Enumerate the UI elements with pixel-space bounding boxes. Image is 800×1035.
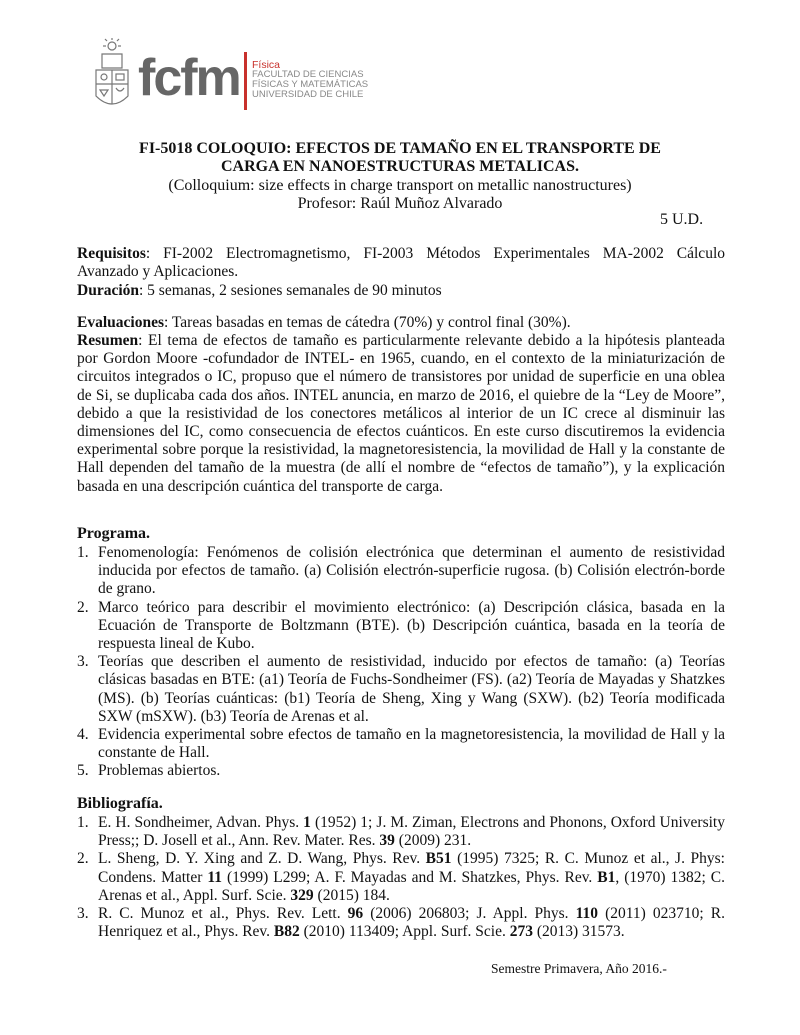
ref-text: (2015) 184. <box>313 886 390 904</box>
course-units: 5 U.D. <box>660 211 704 228</box>
ref-volume: B1 <box>597 868 616 886</box>
ref-text: (1995) 7325; R. C. Munoz et al., J. Phys: Condens. Matter <box>98 850 725 886</box>
course-subtitle: (Colloquium: size effects in charge transport on metallic nanostructures) <box>168 177 632 194</box>
logo-divider <box>244 52 247 110</box>
ref-text: (2009) 231. <box>394 832 472 850</box>
department-name: Física <box>252 59 281 71</box>
item-text: Marco teórico para describir el movimiento electrónico: (a) Descripción clásica, basada en la Ecuación de Transporte de Boltzmann (BTE). (b) Descripción cuántica, basada en la teoría de respuesta lineal de Kubo. <box>98 598 725 653</box>
programa-list <box>77 544 725 781</box>
university-seal-icon <box>92 38 132 114</box>
ref-text: (1952) 1; J. M. Ziman, Electrons and Phonons, Oxford University Press;; D. Josell et al., Ann. Rev. Mater. Res. <box>98 814 725 850</box>
ref-volume: 329 <box>290 886 314 904</box>
ref-text: L. Sheng, D. Y. Xing and Z. D. Wang, Phys. Rev. <box>98 850 426 868</box>
ref-text: (2006) 206803; J. Appl. Phys. <box>363 905 576 923</box>
ref-text: (2010) 113409; Appl. Surf. Scie. <box>299 923 510 941</box>
item-number: 2. <box>77 850 89 868</box>
ref-volume: B51 <box>425 850 452 868</box>
item-number: 4. <box>77 726 89 744</box>
professor: Profesor: Raúl Muñoz Alvarado <box>297 195 503 212</box>
ref-text: (1999) L299; A. F. Mayadas and M. Shatzkes, Phys. Rev. <box>222 868 598 886</box>
item-number: 5. <box>77 762 89 780</box>
ref-text: , (1970) 1382; C. Arenas et al., Appl. Surf. Scie. <box>98 868 725 904</box>
duracion-paragraph <box>77 282 725 300</box>
evaluaciones-paragraph <box>77 314 725 332</box>
course-title-line-1: FI-5018 COLOQUIO: EFECTOS DE TAMAÑO EN EL TRANSPORTE DE <box>139 140 661 157</box>
list-item <box>77 726 725 762</box>
reference-item <box>77 905 725 941</box>
reference-item <box>77 850 725 905</box>
ref-volume: 110 <box>575 905 599 923</box>
duracion-text: : 5 semanas, 2 sesiones semanales de 90 minutos <box>139 282 442 299</box>
list-item <box>77 653 725 726</box>
list-item <box>77 544 725 599</box>
resumen-label: Resumen <box>77 332 139 349</box>
evaluaciones-label: Evaluaciones <box>77 314 164 331</box>
ref-volume: 11 <box>207 868 223 886</box>
item-number: 1. <box>77 814 89 831</box>
reference-item <box>77 814 725 850</box>
item-number: 3. <box>77 653 89 671</box>
programa-heading: Programa. <box>77 525 151 542</box>
ref-text: R. C. Munoz et al., Phys. Rev. Lett. <box>98 905 348 923</box>
fcfm-wordmark: fcfm <box>138 49 240 107</box>
bibliografia-list <box>77 814 725 941</box>
list-item <box>77 762 725 780</box>
ref-volume: 96 <box>347 905 364 923</box>
evaluaciones-text: : Tareas basadas en temas de cátedra (70%) y control final (30%). <box>163 314 571 331</box>
ref-volume: B82 <box>273 923 300 941</box>
ref-volume: 1 <box>303 814 311 831</box>
ref-volume: 39 <box>379 832 395 850</box>
item-number: 3. <box>77 905 89 923</box>
requisitos-text: : FI-2002 Electromagnetismo, FI-2003 Métodos Experimentales MA-2002 Cálculo Avanzado y Aplicaciones. <box>77 245 725 281</box>
requisitos-label: Requisitos <box>77 245 146 262</box>
requisitos-paragraph <box>77 245 725 281</box>
institution-line-3: UNIVERSIDAD DE CHILE <box>252 89 364 100</box>
item-text: Fenomenología: Fenómenos de colisión electrónica que determinan el aumento de resistividad inducida por efectos de tamaño. (a) Colisión electrón-superficie rugosa. (b) Colisión electrón-borde de grano. <box>98 544 725 598</box>
ref-volume: 273 <box>509 923 533 941</box>
semester-footer: Semestre Primavera, Año 2016.- <box>491 961 667 976</box>
ref-text: (2013) 31573. <box>532 923 625 941</box>
institution-line-2: FÍSICAS Y MATEMÁTICAS <box>252 79 369 90</box>
resumen-paragraph <box>77 332 725 496</box>
item-text: Problemas abiertos. <box>98 762 221 780</box>
institution-text <box>252 60 368 100</box>
ref-text: E. H. Sondheimer, Advan. Phys. <box>98 814 304 831</box>
bibliografia-heading: Bibliografía. <box>77 795 163 812</box>
course-title-line-2: CARGA EN NANOESTRUCTURAS METALICAS. <box>221 158 579 175</box>
duracion-label: Duración <box>77 282 139 299</box>
item-number: 1. <box>77 544 89 561</box>
list-item <box>77 599 725 654</box>
institution-line-1: FACULTAD DE CIENCIAS <box>252 69 364 80</box>
resumen-text: : El tema de efectos de tamaño es particularmente relevante debido a la hipótesis planteada por Gordon Moore -cofundador de INTEL- en 1965, cuando, en el contexto de la miniaturización de circuitos integrados o IC, propuso que el número de transistores por unidad de superficie en una oblea de Si, se duplicaba cada dos años. INTEL anuncia, en marzo de 2016, el quiebre de la “Ley de Moore”, debido a que la resistividad de los conectores metálicos al interior de un IC crece al disminuir las dimensiones del IC, como consecuencia de efectos cuánticos. En este curso discutiremos la evidencia experimental sobre porque la resistividad, la magnetoresistencia, la movilidad de Hall y la constante de Hall dependen del tamaño de la muestra (de allí el nombre de “efectos de tamaño”), y la explicación basada en una descripción cuántica del transporte de carga. <box>77 332 725 495</box>
item-text: Teorías que describen el aumento de resistividad, inducido por efectos de tamaño: (a) Teorías clásicas basadas en BTE: (a1) Teoría de Fuchs-Sondheimer (FS). (a2) Teoría de Mayadas y Shatzkes (MS). (b) Teorías cuánticas: (b1) Teoría de Sheng, Xing y Wang (SXW). (b2) Teoría modificada SXW (mSXW). (b3) Teoría de Arenas et al. <box>98 653 725 725</box>
ref-text: (2011) 023710; R. Henriquez et al., Phys. Rev. <box>98 905 725 941</box>
faculty-logo <box>92 38 372 118</box>
item-number: 2. <box>77 598 89 616</box>
item-text: Evidencia experimental sobre efectos de tamaño en la magnetoresistencia, la movilidad de Hall y la constante de Hall. <box>98 726 725 762</box>
